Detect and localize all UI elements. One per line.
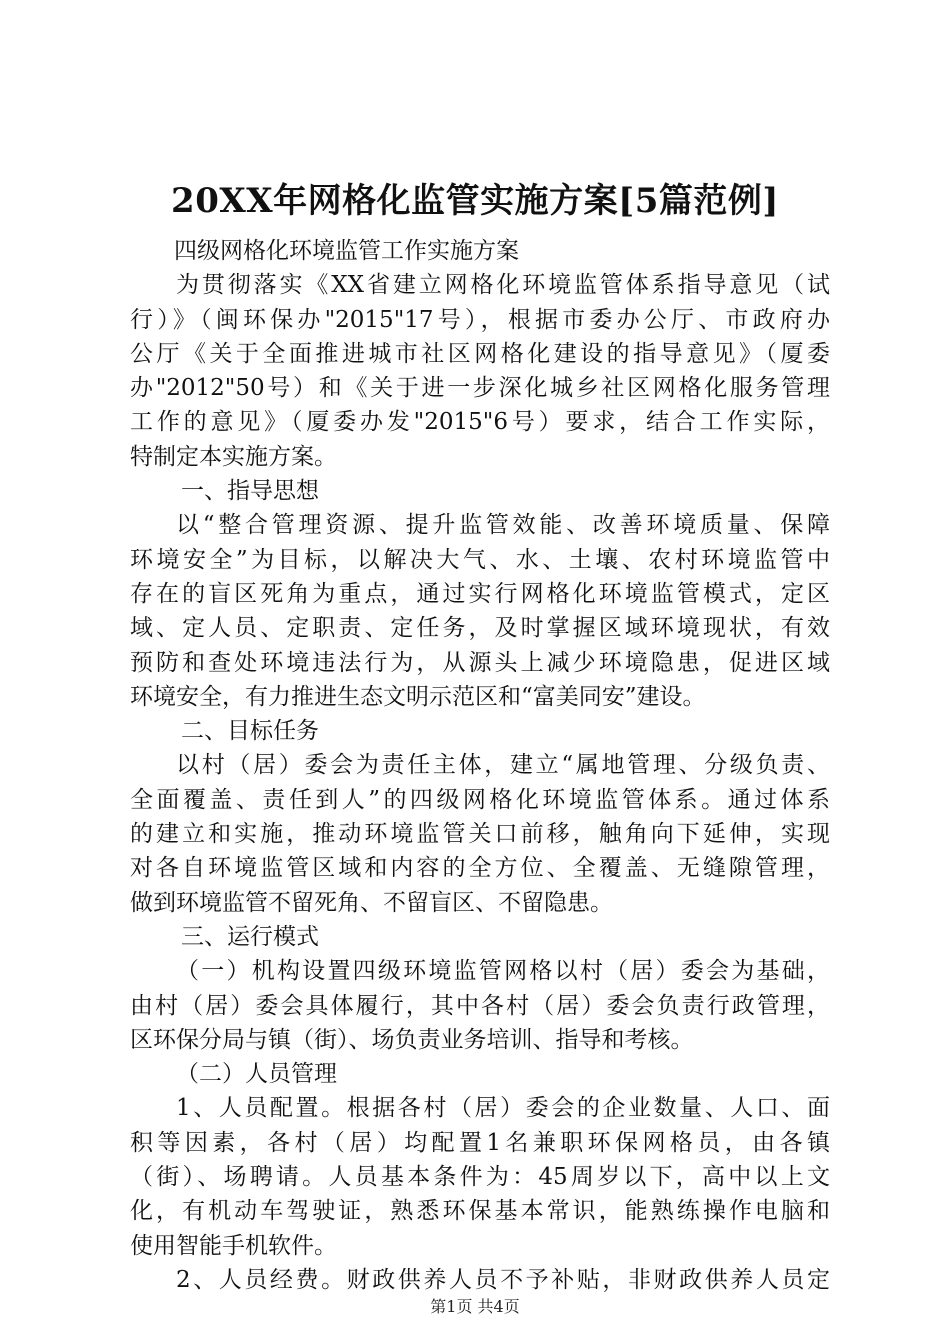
subsection-heading: （二）人员管理 xyxy=(176,1061,337,1088)
section-heading: 四级网格化环境监管工作实施方案 xyxy=(174,238,519,264)
paragraph-line: （一）机构设置四级环境监管网格以村（居）委会为基础， xyxy=(176,958,830,985)
paragraph-line: 的建立和实施，推动环境监管关口前移，触角向下延伸，实现 xyxy=(130,821,830,848)
document-title: 20XX年网格化监管实施方案[5篇范例] xyxy=(171,181,779,221)
paragraph-line: 存在的盲区死角为重点，通过实行网格化环境监管模式，定区 xyxy=(130,580,830,607)
paragraph-line: 环境安全，有力推进生态文明示范区和“富美同安”建设。 xyxy=(130,683,706,710)
paragraph-line: 做到环境监管不留死角、不留盲区、不留隐患。 xyxy=(130,889,613,916)
document-body xyxy=(130,234,830,1297)
paragraph-line: 化，有机动车驾驶证，熟悉环保基本常识，能熟练操作电脑和 xyxy=(130,1198,830,1225)
section-heading: 二、目标任务 xyxy=(181,718,319,745)
paragraph-line: （街）、场聘请。人员基本条件为：45周岁以下，高中以上文 xyxy=(130,1164,830,1191)
paragraph-line: 环境安全”为目标，以解决大气、水、土壤、农村环境监管中 xyxy=(130,546,830,573)
paragraph-line: 使用智能手机软件。 xyxy=(130,1232,337,1259)
paragraph-line: 以村（居）委会为责任主体，建立“属地管理、分级负责、 xyxy=(176,752,830,779)
paragraph-line: 区环保分局与镇（街）、场负责业务培训、指导和考核。 xyxy=(130,1026,694,1053)
paragraph-line: 办"2012"50号）和《关于进一步深化城乡社区网格化服务管理 xyxy=(130,375,830,402)
section-heading: 三、运行模式 xyxy=(181,923,319,950)
paragraph-line: 行）》（闽环保办"2015"17号），根据市委办公厅、市政府办 xyxy=(130,306,830,333)
paragraph-line: 全面覆盖、责任到人”的四级网格化环境监管体系。通过体系 xyxy=(130,786,830,813)
paragraph-line: 2、人员经费。财政供养人员不予补贴，非财政供养人员定 xyxy=(176,1266,830,1293)
paragraph-line: 特制定本实施方案。 xyxy=(130,443,337,470)
paragraph-line: 为贯彻落实《XX省建立网格化环境监管体系指导意见（试 xyxy=(176,272,830,299)
section-heading: 一、指导思想 xyxy=(181,478,319,505)
page-number: 第1页 共4页 xyxy=(430,1297,520,1316)
paragraph-line: 1、人员配置。根据各村（居）委会的企业数量、人口、面 xyxy=(176,1095,830,1122)
paragraph-line: 积等因素，各村（居）均配置1名兼职环保网格员，由各镇 xyxy=(130,1129,830,1156)
paragraph-line: 以“整合管理资源、提升监管效能、改善环境质量、保障 xyxy=(176,512,830,539)
paragraph-line: 对各自环境监管区域和内容的全方位、全覆盖、无缝隙管理， xyxy=(130,855,830,882)
paragraph-line: 由村（居）委会具体履行，其中各村（居）委会负责行政管理， xyxy=(130,992,830,1019)
paragraph-line: 域、定人员、定职责、定任务，及时掌握区域环境现状，有效 xyxy=(130,615,830,642)
paragraph-line: 工作的意见》（厦委办发"2015"6号）要求，结合工作实际， xyxy=(130,409,830,436)
paragraph-line: 公厅《关于全面推进城市社区网格化建设的指导意见》（厦委 xyxy=(130,340,830,367)
paragraph-line: 预防和查处环境违法行为，从源头上减少环境隐患，促进区域 xyxy=(130,649,830,676)
